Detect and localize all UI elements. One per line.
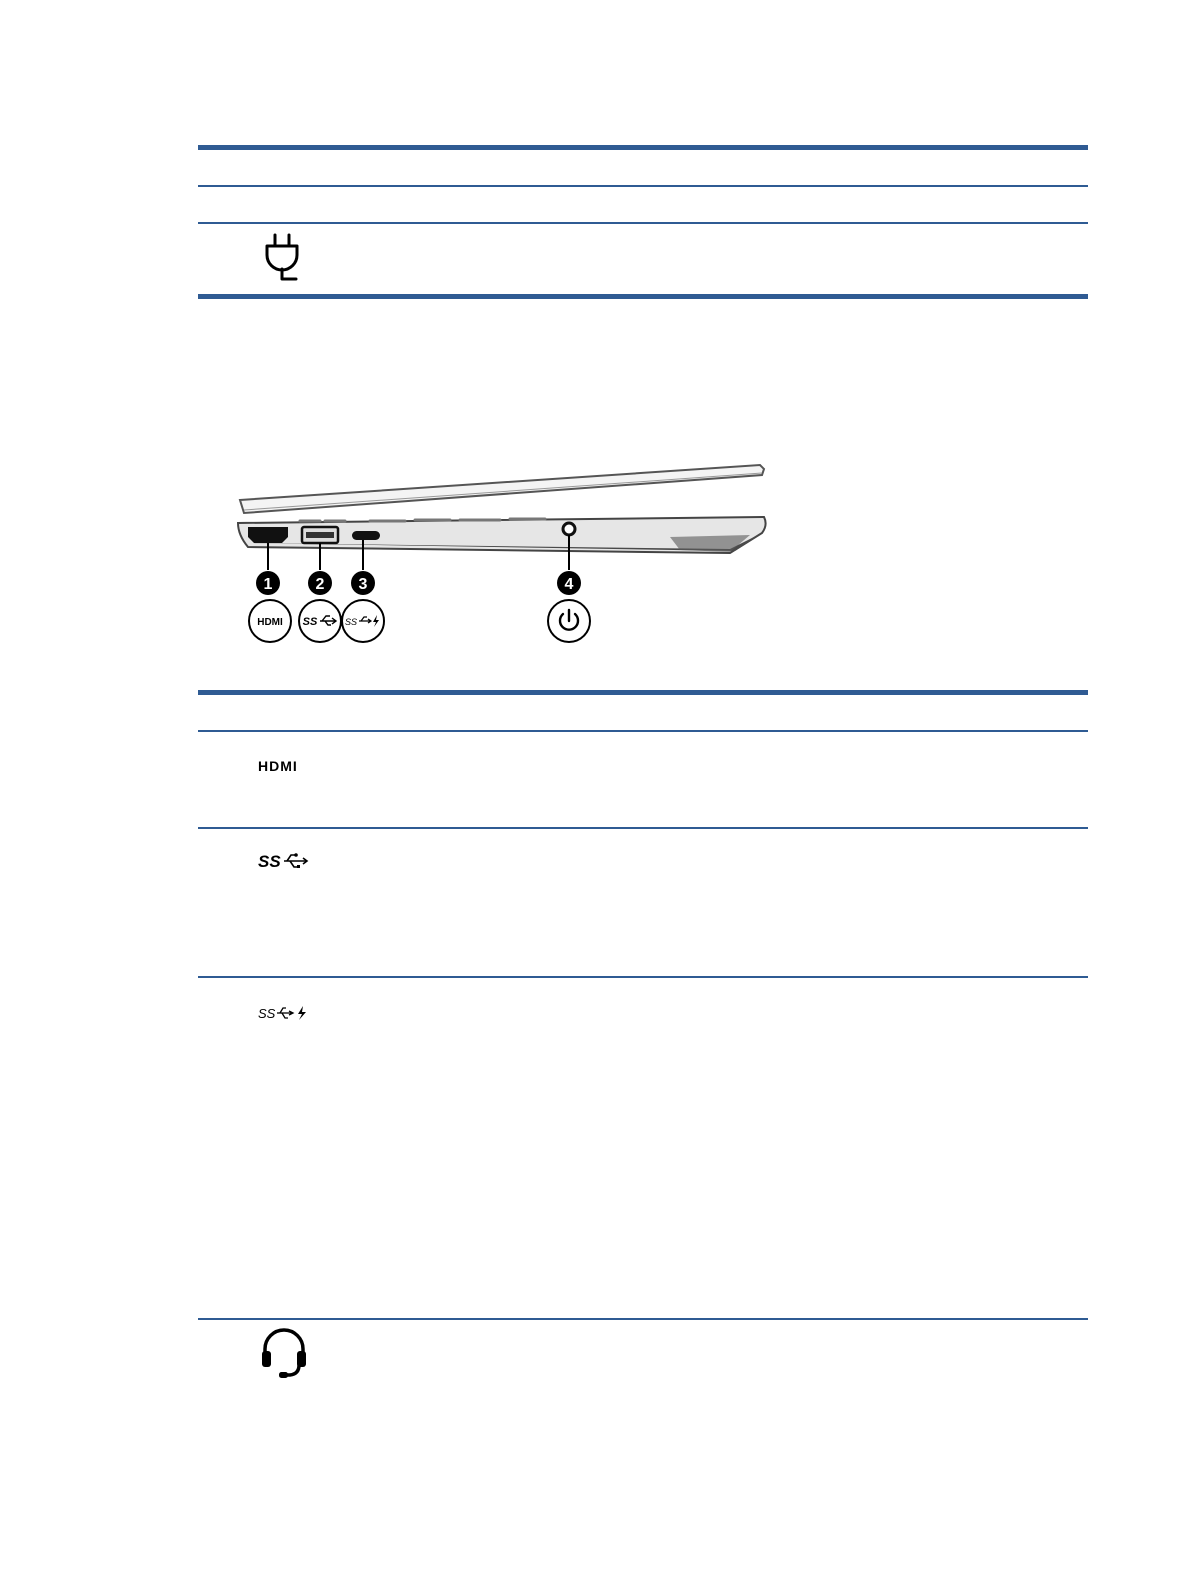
callout-hdmi-icon: HDMI: [257, 617, 283, 628]
laptop-left-side-figure: [230, 455, 790, 655]
hdmi-icon: [258, 758, 310, 779]
usb-c-superspeed-power-icon: [258, 1004, 312, 1027]
power-plug-icon: [262, 233, 304, 288]
table1-bottom-rule: [198, 294, 1088, 299]
svg-text:SS: SS: [258, 1006, 276, 1021]
table2-top-rule: [198, 690, 1088, 695]
table2-row-divider-1: [198, 827, 1088, 829]
svg-text:HDMI: HDMI: [258, 758, 298, 774]
table1-top-rule: [198, 145, 1088, 150]
table2-row-divider-2: [198, 976, 1088, 978]
callout-number-4: 4: [564, 576, 574, 593]
table1-row-divider: [198, 222, 1088, 224]
table2-header-rule: [198, 730, 1088, 732]
usb-superspeed-icon: [258, 850, 312, 877]
callout-number-2: 2: [315, 576, 325, 593]
svg-text:SS: SS: [302, 616, 318, 628]
svg-text:SS: SS: [344, 617, 358, 627]
headset-icon: [259, 1327, 309, 1384]
table2-row-divider-3: [198, 1318, 1088, 1320]
callout-number-1: 1: [263, 576, 273, 593]
table1-header-rule: [198, 185, 1088, 187]
svg-text:SS: SS: [258, 852, 281, 871]
callout-number-3: 3: [358, 576, 368, 593]
